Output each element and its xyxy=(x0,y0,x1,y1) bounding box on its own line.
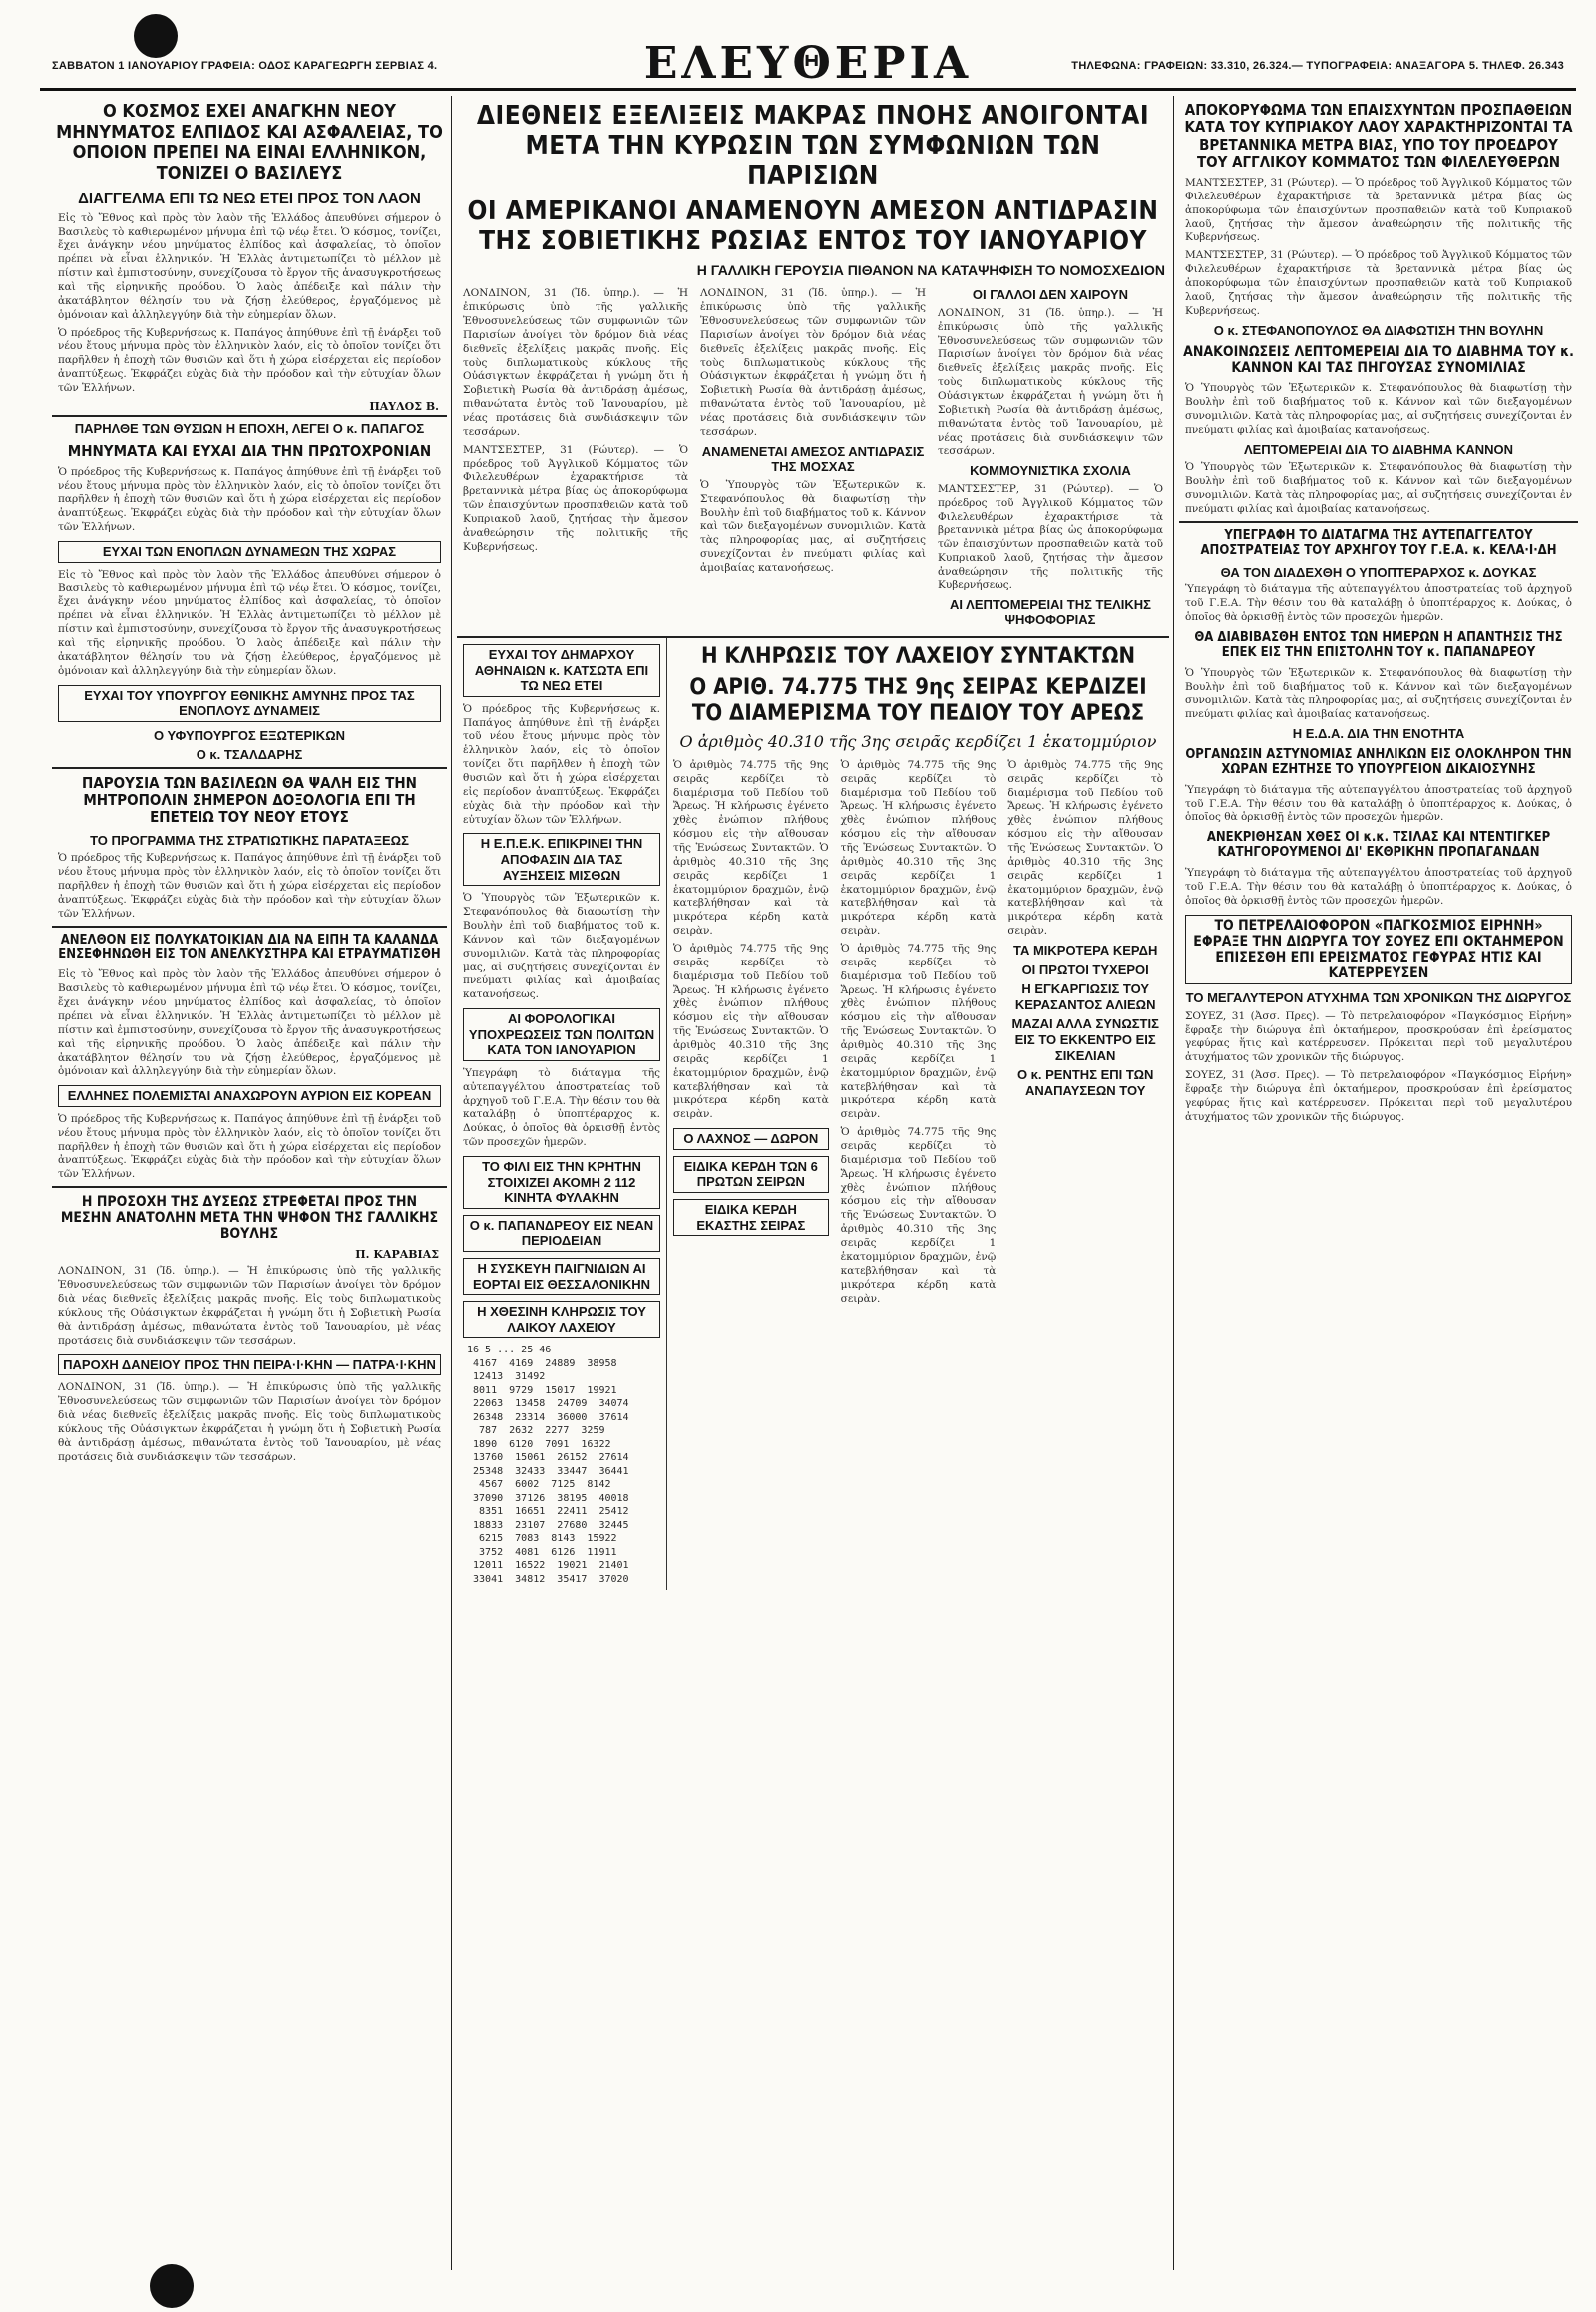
main-story-body: ΛΟΝΔΙΝΟΝ, 31 (Ἰδ. ὑπηρ.). — Ἡ ἐπικύρωσις ὑπὸ τῆς γαλλικῆς Ἐθνοσυνελεύσεως τῶν συμφωνιῶν τῶν Παρισίων ἀνοίγει τὸν δρόμον διὰ νέας διεθνεῖς ἐξελίξεις μακρᾶς πνοῆς. Εἰς τοὺς διπλωματικοὺς κύκλους τῆς Οὐάσιγκτων ἐκφράζεται ἡ γνώμη ὅτι ἡ Σοβιετικὴ Ρωσία θὰ ἀντιδράσῃ ἀμέσως, πιθανώτατα ἐντὸς τοῦ Ἰανουαρίου, μὲ νέας προτάσεις διὰ συνδιάσκεψιν τῶν τεσσάρων. xyxy=(463,287,688,438)
sidebar-boxes xyxy=(457,638,667,1590)
mayor-wishes-box: ΕΥΧΑΙ ΤΟΥ ΔΗΜΑΡΧΟΥ ΑΘΗΝΑΙΩΝ κ. ΚΑΤΣΩΤΑ ΕΠΙ ΤΩ ΝΕΩ ΕΤΕΙ xyxy=(463,644,660,697)
lottery-headline-1: Η ΚΛΗΡΩΣΙΣ ΤΟΥ ΛΑΧΕΙΟΥ ΣΥΝΤΑΚΤΩΝ xyxy=(700,643,1136,669)
lottery-col-c xyxy=(1001,755,1169,1311)
column-rule xyxy=(451,96,452,2270)
cannon-details-kicker: ΛΕΠΤΟΜΕΡΕΙΑΙ ΔΙΑ ΤΟ ΔΙΑΒΗΜΑ ΚΑΝΝΟΝ xyxy=(1243,441,1514,457)
lead-body: Εἰς τὸ Ἔθνος καὶ πρὸς τὸν λαὸν τῆς Ἑλλάδος ἀπευθύνει σήμερον ὁ Βασιλεὺς τὸ καθιερωμένον μήνυμα ἐπὶ τῷ νέῳ ἔτει. Ὁ κόσμος, τονίζει, ἔχει ἀνάγκην νέου μηνύματος ἐλπίδος καὶ ἀσφαλείας, τὸ ὁποῖον πρέπει νὰ εἶναι ἑλληνικόν. Ἡ Ἑλλὰς ἀντιμετωπίζει τὸ μέλλον μὲ πίστιν καὶ ἐμπιστοσύνην, συνεχίζουσα τὸ ἔργον τῆς ἀνασυγκροτήσεως καὶ τῆς εἰρηνικῆς προόδου. Ὁ λαὸς ἀπέδειξε καὶ πάλιν τὴν ἀκατάβλητον θέλησίν του νὰ ζήσῃ ἐλεύθερος, ἐργαζόμενος μὲ ὁμόνοιαν καὶ ἀλληλεγγύην διὰ τὴν εὐημερίαν ὅλων. xyxy=(58,211,441,321)
defence-minister-box: ΕΥΧΑΙ ΤΟΥ ΥΠΟΥΡΓΟΥ ΕΘΝΙΚΗΣ ΑΜΥΝΗΣ ΠΡΟΣ ΤΑΣ ΕΝΟΠΛΟΥΣ ΔΥΝΑΜΕΙΣ xyxy=(58,685,441,722)
papandreou-tour-box: Ο κ. ΠΑΠΑΝΔΡΕΟΥ ΕΙΣ ΝΕΑΝ ΠΕΡΙΟΔΕΙΑΝ xyxy=(463,1215,660,1252)
lottery-col-a xyxy=(667,755,835,1311)
papagos-headline: ΜΗΝΥΜΑΤΑ ΚΑΙ ΕΥΧΑΙ ΔΙΑ ΤΗΝ ΠΡΩΤΟΧΡΟΝΙΑΝ xyxy=(67,441,432,460)
section-rule xyxy=(1179,521,1578,523)
column-rule xyxy=(1173,96,1174,2270)
lead-signature: ΠΑΥΛΟΣ Β. xyxy=(369,399,439,413)
lottery-body-b2: Ὁ ἀριθμὸς 74.775 τῆς 9ης σειρᾶς κερδίζει τὸ διαμέρισμα τοῦ Πεδίου τοῦ Ἄρεως. Ἡ κλήρωσις ἐγένετο χθὲς ἐνώπιον πλήθους κόσμου εἰς τὴν αἴθουσαν τῆς Ἑνώσεως Συντακτῶν. Ὁ ἀριθμὸς 40.310 τῆς 3ης σειρᾶς κερδίζει 1 ἑκατομμύριον δραχμῶν, ἐνῷ κατεβλήθησαν καὶ τὰ μικρότερα κέρδη κατὰ σειρὰν. xyxy=(840,943,997,1121)
deputy-fm-head: Ο ΥΦΥΠΟΥΡΓΟΣ ΕΞΩΤΕΡΙΚΩΝ xyxy=(153,727,346,743)
gauls-subhead: ΟΙ ΓΑΛΛΟΙ ΔΕΝ ΧΑΙΡΟΥΝ xyxy=(972,287,1129,303)
elevator-accident-body: Εἰς τὸ Ἔθνος καὶ πρὸς τὸν λαὸν τῆς Ἑλλάδος ἀπευθύνει σήμερον ὁ Βασιλεὺς τὸ καθιερωμένον μήνυμα ἐπὶ τῷ νέῳ ἔτει. Ὁ κόσμος, τονίζει, ἔχει ἀνάγκην νέου μηνύματος ἐλπίδος καὶ ἀσφαλείας, τὸ ὁποῖον πρέπει νὰ εἶναι ἑλληνικόν. Ἡ Ἑλλὰς ἀντιμετωπίζει τὸ μέλλον μὲ πίστιν καὶ ἐμπιστοσύνην, συνεχίζουσα τὸ ἔργον τῆς ἀνασυγκροτήσεως καὶ τῆς εἰρηνικῆς προόδου. Ὁ λαὸς ἀπέδειξε καὶ πάλιν τὴν ἀκατάβλητον θέλησίν του νὰ ζήσῃ ἐλεύθερος, ἐργαζόμενος μὲ ὁμόνοιαν καὶ ἀλληλεγγύην διὰ τὴν εὐημερίαν ὅλων. xyxy=(58,968,441,1078)
rentis-subhead: Ο κ. ΡΕΝΤΗΣ ΕΠΙ ΤΩΝ ΑΝΑΠΑΥΣΕΩΝ ΤΟΥ xyxy=(1016,1067,1154,1098)
cannon-details-body: Ὁ Ὑπουργὸς τῶν Ἐξωτερικῶν κ. Στεφανόπουλος θὰ διαφωτίσῃ τὴν Βουλὴν ἐπὶ τοῦ διαβήματος τοῦ κ. Κάννον καὶ τῶν διεξαγομένων συνομιλιῶν. Κατὰ τὰς πληροφορίας μας, αἱ συζητήσεις συνεχίζονται ἐν πνεύματι φιλίας καὶ ἀμοιβαίας κατανοήσεως. xyxy=(1185,461,1572,515)
elevator-accident-headline: ΑΝΕΛΘΟΝ ΕΙΣ ΠΟΛΥΚΑΤΟΙΚΙΑΝ ΔΙΑ ΝΑ ΕΙΠΗ ΤΑ ΚΑΛΑΝΔΑ ΕΝΣΕΦΗΝΩΘΗ ΕΙΣ ΤΟΝ ΑΝΕΛΚΥΣΤΗΡΑ ΚΑΙ ΕΤΡΑΥΜΑΤΙΣΘΗ xyxy=(58,932,441,963)
suez-tanker-headline: ΤΟ ΠΕΤΡΕΛΑΙΟΦΟΡΟΝ «ΠΑΓΚΟΣΜΙΟΣ ΕΙΡΗΝΗ» ΕΦΡΑΞΕ ΤΗΝ ΔΙΩΡΥΓΑ ΤΟΥ ΣΟΥΕΖ ΕΠΙ ΟΚΤΑΗΜΕΡΟΝ ΕΠΙΣΕΣΘΗ ΕΠΙ ΕΡΕΙΣΜΑΤΟΣ ΓΕΦΥΡΑΣ ΗΤΙΣ ΚΑΙ ΚΑΤΕΡΡΕΥΣΕΝ xyxy=(1185,915,1572,984)
lead-body-continued: Ὁ πρόεδρος τῆς Κυβερνήσεως κ. Παπάγος ἀπηύθυνε ἐπὶ τῇ ἐνάρξει τοῦ νέου ἔτους μήνυμα πρὸς τὸν ἑλληνικὸν λαόν, εἰς τὸ ὁποῖον τονίζει ὅτι παρῆλθεν ἡ ἐποχὴ τῶν θυσιῶν καὶ ὅτι ἡ χώρα εἰσέρχεται εἰς περίοδον ἀναπτύξεως. Ἐκφράζει εὐχὰς διὰ τὴν πρόοδον καὶ τὴν εὐτυχίαν ὅλων τῶν Ἑλλήνων. xyxy=(58,326,441,395)
popular-lottery-box: Η ΧΘΕΣΙΝΗ ΚΛΗΡΩΣΙΣ ΤΟΥ ΛΑΙΚΟΥ ΛΑΧΕΙΟΥ xyxy=(463,1301,660,1338)
lottery-italic-line: Ο ἀριθμὸς 40.310 τῆς 3ης σειρᾶς κερδίζει 1 ἑκατομμύριον xyxy=(679,731,1157,751)
first-winners-subhead: ΟΙ ΠΡΩΤΟΙ ΤΥΧΕΡΟΙ xyxy=(1021,962,1149,977)
cannon-body: Ὁ Ὑπουργὸς τῶν Ἐξωτερικῶν κ. Στεφανόπουλος θὰ διαφωτίσῃ τὴν Βουλὴν ἐπὶ τοῦ διαβήματος τοῦ κ. Κάννον καὶ τῶν διεξαγομένων συνομιλιῶν. Κατὰ τὰς πληροφορίας μας, αἱ συζητήσεις συνεχίζονται ἐν πνεύματι φιλίας καὶ ἀμοιβαίας κατανοήσεως. xyxy=(1185,382,1572,436)
air-chief-sub: ΘΑ ΤΟΝ ΔΙΑΔΕΧΘΗ Ο ΥΠΟΠΤΕΡΑΡΧΟΣ κ. ΔΟΥΚΑΣ xyxy=(1220,564,1537,579)
smaller-prizes-subhead: ΤΑ ΜΙΚΡΟΤΕΡΑ ΚΕΡΔΗ xyxy=(1012,943,1158,959)
kings-doxology-body: Ὁ πρόεδρος τῆς Κυβερνήσεως κ. Παπάγος ἀπηύθυνε ἐπὶ τῇ ἐνάρξει τοῦ νέου ἔτους μήνυμα πρὸς τὸν ἑλληνικὸν λαόν, εἰς τὸ ὁποῖον τονίζει ὅτι παρῆλθεν ἡ ἐποχὴ τῶν θυσιῶν καὶ ὅτι ἡ χώρα εἰσέρχεται εἰς περίοδον ἀναπτύξεως. Ἐκφράζει εὐχὰς διὰ τὴν πρόοδον καὶ τὴν εὐτυχίαν ὅλων τῶν Ἑλλήνων. xyxy=(58,852,441,920)
sicily-subhead: ΜΑΖΑΙ ΑΛΛΑ ΣΥΝΩΣΤΙΣ ΕΙΣ ΤΟ ΕΚΚΕΝΤΡΟ ΕΙΣ ΣΙΚΕΛΙΑΝ xyxy=(1011,1016,1159,1063)
papagos-body: Ὁ πρόεδρος τῆς Κυβερνήσεως κ. Παπάγος ἀπηύθυνε ἐπὶ τῇ ἐνάρξει τοῦ νέου ἔτους μήνυμα πρὸς τὸν ἑλληνικὸν λαόν, εἰς τὸ ὁποῖον τονίζει ὅτι παρῆλθεν ἡ ἐποχὴ τῶν θυσιῶν καὶ ὅτι ἡ χώρα εἰσέρχεται εἰς περίοδον ἀναπτύξεως. Ἐκφράζει εὐχὰς διὰ τὴν πρόοδον καὶ τὴν εὐτυχίαν ὅλων τῶν Ἑλλήνων. xyxy=(58,465,441,534)
series-prizes-box: ΕΙΔΙΚΑ ΚΕΡΔΗ ΕΚΑΣΤΗΣ ΣΕΙΡΑΣ xyxy=(673,1199,829,1236)
main-headline-1: ΔΙΕΘΝΕΙΣ ΕΞΕΛΙΞΕΙΣ ΜΑΚΡΑΣ ΠΝΟΗΣ ΑΝΟΙΓΟΝΤΑΙ ΜΕΤΑ ΤΗΝ ΚΥΡΩΣΙΝ ΤΩΝ ΣΥΜΦΩΝΙΩΝ ΤΩΝ ΠΑΡΙΣΙΩΝ xyxy=(476,101,1150,191)
suez-tanker-sub: ΤΟ ΜΕΓΑΛΥΤΕΡΟΝ ΑΤΥΧΗΜΑ ΤΩΝ ΧΡΟΝΙΚΩΝ ΤΗΣ ΔΙΩΡΥΓΟΣ xyxy=(1185,990,1572,1006)
lottery-number-table: 16 5 ... 25 46 4167 4169 24889 38958 12413 31492 8011 9729 15017 19921 22063 13458 24709 34074 26348 23314 36000 37614 787 2632 2277 3259 1890 6120 7091 16322 13760 15061 26152 27614 25348 32433 33447 36441 4567 6002 7125 8142 37090 37126 38195 40018 8351 16651 22411 25412 18833 23107 27680 32445 6215 7083 8143 15922 3752 4081 6126 11911 12011 16522 19021 21401 33041 34812 35417 37020 xyxy=(467,1345,629,1585)
binder-hole xyxy=(150,2264,194,2308)
lachnos-box: Ο ΛΑΧΝΟΣ — ΔΩΡΟΝ xyxy=(673,1128,829,1150)
military-parade-sub: ΤΟ ΠΡΟΓΡΑΜΜΑ ΤΗΣ ΣΤΡΑΤΙΩΤΙΚΗΣ ΠΑΡΑΤΑΞΕΩΣ xyxy=(90,832,409,848)
suez-tanker-body-2: ΣΟΥΕΖ, 31 (Ἀσσ. Πρες). — Τὸ πετρελαιοφόρον «Παγκόσμιος Εἰρήνη» ἔφραξε τὴν διώρυγα ἐπὶ ὀκταήμερον, προσκρούσαν ἐπὶ ἐρείσματος γεφύρας ἥτις καὶ κατέρρευσεν. Πρόκειται περὶ τοῦ μεγαλυτέρου ἀτυχήματος τῶν χρονικῶν τῆς διώρυγος. xyxy=(1185,1069,1572,1123)
lottery-body-b3: Ὁ ἀριθμὸς 74.775 τῆς 9ης σειρᾶς κερδίζει τὸ διαμέρισμα τοῦ Πεδίου τοῦ Ἄρεως. Ἡ κλήρωσις ἐγένετο χθὲς ἐνώπιον πλήθους κόσμου εἰς τὴν αἴθουσαν τῆς Ἑνώσεως Συντακτῶν. Ὁ ἀριθμὸς 40.310 τῆς 3ης σειρᾶς κερδίζει 1 ἑκατομμύριον δραχμῶν, ἐνῷ κατεβλήθησαν καὶ τὰ μικρότερα κέρδη κατὰ σειρὰν. xyxy=(840,1126,997,1305)
eda-unity-sub: Η Ε.Δ.Α. ΔΙΑ ΤΗΝ ΕΝΟΤΗΤΑ xyxy=(1292,726,1465,742)
gauls-body: ΛΟΝΔΙΝΟΝ, 31 (Ἰδ. ὑπηρ.). — Ἡ ἐπικύρωσις ὑπὸ τῆς γαλλικῆς Ἐθνοσυνελεύσεως τῶν συμφωνιῶν τῶν Παρισίων ἀνοίγει τὸν δρόμον διὰ νέας διεθνεῖς ἐξελίξεις μακρᾶς πνοῆς. Εἰς τοὺς διπλωματικοὺς κύκλους τῆς Οὐάσιγκτων ἐκφράζεται ἡ γνώμη ὅτι ἡ Σοβιετικὴ Ρωσία θὰ ἀντιδράσῃ ἀμέσως, πιθανώτατα ἐντὸς τοῦ Ἰανουαρίου, μὲ νέας προτάσεις διὰ συνδιάσκεψιν τῶν τεσσάρων. xyxy=(938,306,1163,458)
lottery-body-c: Ὁ ἀριθμὸς 74.775 τῆς 9ης σειρᾶς κερδίζει τὸ διαμέρισμα τοῦ Πεδίου τοῦ Ἄρεως. Ἡ κλήρωσις ἐγένετο χθὲς ἐνώπιον πλήθους κόσμου εἰς τὴν αἴθουσαν τῆς Ἑνώσεως Συντακτῶν. Ὁ ἀριθμὸς 40.310 τῆς 3ης σειρᾶς κερδίζει 1 ἑκατομμύριον δραχμῶν, ἐνῷ κατεβλήθησαν καὶ τὰ μικρότερα κέρδη κατὰ σειρὰν. xyxy=(1007,758,1164,938)
main-story-col-b xyxy=(694,283,932,632)
lottery-headline-2: Ο ΑΡΙΘ. 74.775 ΤΗΣ 9ης ΣΕΙΡΑΣ ΚΕΡΔΙΖΕΙ ΤΟ ΔΙΑΜΕΡΙΣΜΑ ΤΟΥ ΠΕΔΙΟΥ ΤΟΥ ΑΡΕΩΣ xyxy=(689,675,1147,726)
loan-headline: ΠΑΡΟΧΗ ΔΑΝΕΙΟΥ ΠΡΟΣ ΤΗΝ ΠΕΙΡΑ·Ι·ΚΗΝ — ΠΑΤΡΑ·Ι·ΚΗΝ xyxy=(58,1354,441,1376)
air-chief-headline: ΥΠΕΓΡΑΦΗ ΤΟ ΔΙΑΤΑΓΜΑ ΤΗΣ ΑΥΤΕΠΑΓΓΕΛΤΟΥ ΑΠΟΣΤΡΑΤΕΙΑΣ ΤΟΥ ΑΡΧΗΓΟΥ ΤΟΥ Γ.Ε.Α. κ. ΚΕΛΑ·Ι·ΔΗ xyxy=(1200,527,1557,558)
lead-headline: Ο ΚΟΣΜΟΣ ΕΧΕΙ ΑΝΑΓΚΗΝ ΝΕΟΥ ΜΗΝΥΜΑΤΟΣ ΕΛΠΙΔΟΣ ΚΑΙ ΑΣΦΑΛΕΙΑΣ, ΤΟ ΟΠΟΙΟΝ ΠΡΕΠΕΙ ΝΑ ΕΙΝΑΙ ΕΛΛΗΝΙΚΟΝ, ΤΟΝΙΖΕΙ Ο ΒΑΣΙΛΕΥΣ xyxy=(56,101,443,185)
middle-east-signature: Π. ΚΑΡΑΒΙΑΣ xyxy=(355,1248,439,1262)
middle-east-body: ΛΟΝΔΙΝΟΝ, 31 (Ἰδ. ὑπηρ.). — Ἡ ἐπικύρωσις ὑπὸ τῆς γαλλικῆς Ἐθνοσυνελεύσεως τῶν συμφωνιῶν τῶν Παρισίων ἀνοίγει τὸν δρόμον διὰ νέας διεθνεῖς ἐξελίξεις μακρᾶς πνοῆς. Εἰς τοὺς διπλωματικοὺς κύκλους τῆς Οὐάσιγκτων ἐκφράζεται ἡ γνώμη ὅτι ἡ Σοβιετικὴ Ρωσία θὰ ἀντιδράσῃ ἀμέσως, πιθανώτατα ἐντὸς τοῦ Ἰανουαρίου, μὲ νέας προτάσεις διὰ συνδιάσκεψιν τῶν τεσσάρων. xyxy=(58,1265,441,1347)
communist-body: ΜΑΝΤΣΕΣΤΕΡ, 31 (Ρώυτερ). — Ὁ πρόεδρος τοῦ Ἀγγλικοῦ Κόμματος τῶν Φιλελευθέρων ἐχαρακτήρισε τὰ βρεταννικὰ μέτρα βίας ὡς ἀποκορύφωμα τῶν ἐπαισχύντων προσπαθειῶν κατὰ τοῦ Κυπριακοῦ λαοῦ, ζητήσας τὴν ἄμεσον ἀναθεώρησιν τῆς πολιτικῆς τῆς Κυβερνήσεως. xyxy=(938,482,1163,591)
loan-body: ΛΟΝΔΙΝΟΝ, 31 (Ἰδ. ὑπηρ.). — Ἡ ἐπικύρωσις ὑπὸ τῆς γαλλικῆς Ἐθνοσυνελεύσεως τῶν συμφωνιῶν τῶν Παρισίων ἀνοίγει τὸν δρόμον διὰ νέας διεθνεῖς ἐξελίξεις μακρᾶς πνοῆς. Εἰς τοὺς διπλωματικοὺς κύκλους τῆς Οὐάσιγκτων ἐκφράζεται ἡ γνώμη ὅτι ἡ Σοβιετικὴ Ρωσία θὰ ἀντιδράσῃ ἀμέσως, πιθανώτατα ἐντὸς τοῦ Ἰανουαρίου, μὲ νέας προτάσεις διὰ συνδιάσκεψιν τῶν τεσσάρων. xyxy=(58,1381,441,1463)
korea-fighters-body: Ὁ πρόεδρος τῆς Κυβερνήσεως κ. Παπάγος ἀπηύθυνε ἐπὶ τῇ ἐνάρξει τοῦ νέου ἔτους μήνυμα πρὸς τὸν ἑλληνικὸν λαόν, εἰς τὸ ὁποῖον τονίζει ὅτι παρῆλθεν ἡ ἐποχὴ τῶν θυσιῶν καὶ ὅτι ἡ χώρα εἰσέρχεται εἰς περίοδον ἀναπτύξεως. Ἐκφράζει εὐχὰς διὰ τὴν πρόοδον καὶ τὴν εὐτυχίαν ὅλων τῶν Ἑλλήνων. xyxy=(58,1112,441,1181)
center-column xyxy=(457,96,1169,2280)
tsaldaris-head: Ο κ. ΤΣΑΛΔΑΡΗΣ xyxy=(196,747,303,763)
right-column xyxy=(1179,96,1578,2280)
korea-fighters-headline: ΕΛΛΗΝΕΣ ΠΟΛΕΜΙΣΤΑΙ ΑΝΑΧΩΡΟΥΝ ΑΥΡΙΟΝ ΕΙΣ ΚΟΡΕΑΝ xyxy=(58,1085,441,1107)
tax-obligations-box: ΑΙ ΦΟΡΟΛΟΓΙΚΑΙ ΥΠΟΧΡΕΩΣΕΙΣ ΤΩΝ ΠΟΛΙΤΩΝ ΚΑΤΑ ΤΟΝ ΙΑΝΟΥΑΡΙΟΝ xyxy=(463,1008,660,1061)
section-rule xyxy=(52,767,447,769)
newspaper-title: ΕΛΕΥΘΕΡΙΑ xyxy=(643,38,973,89)
section-rule xyxy=(52,1186,447,1188)
section-rule xyxy=(52,415,447,417)
reaction-body: Ὁ Ὑπουργὸς τῶν Ἐξωτερικῶν κ. Στεφανόπουλος θὰ διαφωτίσῃ τὴν Βουλὴν ἐπὶ τοῦ διαβήματος τοῦ κ. Κάννον καὶ τῶν διεξαγομένων συνομιλιῶν. Κατὰ τὰς πληροφορίας μας, αἱ συζητήσεις συνεχίζονται ἐν πνεύματι φιλίας καὶ ἀμοιβαίας κατανοήσεως. xyxy=(700,478,926,575)
tax-obligations-body: Ὑπεγράφη τὸ διάταγμα τῆς αὐτεπαγγέλτου ἀποστρατείας τοῦ ἀρχηγοῦ τοῦ Γ.Ε.Α. Τὴν θέσιν του θὰ καταλάβῃ ὁ ὑποπτέραρχος κ. Δούκας, ὁ ὁποῖος θὰ ὁρκισθῇ ἐντὸς τῶν προσεχῶν ἡμερῶν. xyxy=(463,1066,660,1149)
masthead-phones: ΤΗΛΕΦΩΝΑ: ΓΡΑΦΕΙΩΝ: 33.310, 26.324.— ΤΥΠΟΓΡΑΦΕΙΑ: ΑΝΑΞΑΓΟΡΑ 5. ΤΗΛΕΦ. 26.343 xyxy=(1071,60,1564,72)
lottery-body-a: Ὁ ἀριθμὸς 74.775 τῆς 9ης σειρᾶς κερδίζει τὸ διαμέρισμα τοῦ Πεδίου τοῦ Ἄρεως. Ἡ κλήρωσις ἐγένετο χθὲς ἐνώπιον πλήθους κόσμου εἰς τὴν αἴθουσαν τῆς Ἑνώσεως Συντακτῶν. Ὁ ἀριθμὸς 40.310 τῆς 3ης σειρᾶς κερδίζει 1 ἑκατομμύριον δραχμῶν, ἐνῷ κατεβλήθησαν καὶ τὰ μικρότερα κέρδη κατὰ σειρὰν. xyxy=(673,758,829,938)
cyprus-body: ΜΑΝΤΣΕΣΤΕΡ, 31 (Ρώυτερ). — Ὁ πρόεδρος τοῦ Ἀγγλικοῦ Κόμματος τῶν Φιλελευθέρων ἐχαρακτήρισε τὰ βρεταννικὰ μέτρα βίας ὡς ἀποκορύφωμα τῶν ἐπαισχύντων προσπαθειῶν κατὰ τοῦ Κυπριακοῦ λαοῦ, ζητήσας τὴν ἄμεσον ἀναθεώρησιν τῆς πολιτικῆς τῆς Κυβερνήσεως. xyxy=(1185,177,1572,244)
lottery-col-b xyxy=(835,755,1002,1311)
epek-box: Η Ε.Π.Ε.Κ. ΕΠΙΚΡΙΝΕΙ ΤΗΝ ΑΠΟΦΑΣΙΝ ΔΙΑ ΤΑΣ ΑΥΞΗΣΕΙΣ ΜΙΣΘΩΝ xyxy=(463,833,660,886)
communist-subhead: ΚΟΜΜΟΥΝΙΣΤΙΚΑ ΣΧΟΛΙΑ xyxy=(970,463,1131,479)
special-prizes-box: ΕΙΔΙΚΑ ΚΕΡΔΗ ΤΩΝ 6 ΠΡΩΤΩΝ ΣΕΙΡΩΝ xyxy=(673,1156,829,1193)
epek-reply-body: Ὁ Ὑπουργὸς τῶν Ἐξωτερικῶν κ. Στεφανόπουλος θὰ διαφωτίσῃ τὴν Βουλὴν ἐπὶ τοῦ διαβήματος τοῦ κ. Κάννον καὶ τῶν διεξαγομένων συνομιλιῶν. Κατὰ τὰς πληροφορίας μας, αἱ συζητήσεις συνεχίζονται ἐν πνεύματι φιλίας καὶ ἀμοιβαίας κατανοήσεως. xyxy=(1185,666,1572,721)
kings-doxology-headline: ΠΑΡΟΥΣΙΑ ΤΩΝ ΒΑΣΙΛΕΩΝ ΘΑ ΨΑΛΗ ΕΙΣ ΤΗΝ ΜΗΤΡΟΠΟΛΙΝ ΣΗΜΕΡΟΝ ΔΟΞΟΛΟΓΙΑ ΕΠΙ ΤΗ ΕΠΕΤΕΙΩ ΤΟΥ ΝΕΟΥ ΕΤΟΥΣ xyxy=(82,773,417,827)
cannon-headline: ΑΝΑΚΟΙΝΩΣΕΙΣ ΛΕΠΤΟΜΕΡΕΙΑΙ ΔΙΑ ΤΟ ΔΙΑΒΗΜΑ ΤΟΥ κ. ΚΑΝΝΟΝ ΚΑΙ ΤΑΣ ΠΗΓΟΥΣΑΣ ΣΥΝΟΜΙΛΙΑΣ xyxy=(1183,344,1574,377)
juvenile-police-body: Ὑπεγράφη τὸ διάταγμα τῆς αὐτεπαγγέλτου ἀποστρατείας τοῦ ἀρχηγοῦ τοῦ Γ.Ε.Α. Τὴν θέσιν του θὰ καταλάβῃ ὁ ὑποπτέραρχος κ. Δούκας, ὁ ὁποῖος θὰ ὁρκισθῇ ἐντὸς τῶν προσεχῶν ἡμερῶν. xyxy=(1185,783,1572,824)
main-story-body-2: ΜΑΝΤΣΕΣΤΕΡ, 31 (Ρώυτερ). — Ὁ πρόεδρος τοῦ Ἀγγλικοῦ Κόμματος τῶν Φιλελευθέρων ἐχαρακτήρισε τὰ βρεταννικὰ μέτρα βίας ὡς ἀποκορύφωμα τῶν ἐπαισχύντων προσπαθειῶν κατὰ τοῦ Κυπριακοῦ λαοῦ, ζητήσας τὴν ἄμεσον ἀναθεώρησιν τῆς πολιτικῆς τῆς Κυβερνήσεως. xyxy=(463,443,688,553)
middle-east-headline: Η ΠΡΟΣΟΧΗ ΤΗΣ ΔΥΣΕΩΣ ΣΤΡΕΦΕΤΑΙ ΠΡΟΣ ΤΗΝ ΜΕΣΗΝ ΑΝΑΤΟΛΗΝ ΜΕΤΑ ΤΗΝ ΨΗΦΟΝ ΤΗΣ ΓΑΛΛΙΚΗΣ ΒΟΥΛΗΣ xyxy=(60,1194,439,1243)
left-column xyxy=(52,96,447,2280)
final-vote-subhead: ΑΙ ΛΕΠΤΟΜΕΡΕΙΑΙ ΤΗΣ ΤΕΛΙΚΗΣ ΨΗΦΟΦΟΡΙΑΣ xyxy=(950,596,1151,628)
armed-forces-box: ΕΥΧΑΙ ΤΩΝ ΕΝΟΠΛΩΝ ΔΥΝΑΜΕΩΝ ΤΗΣ ΧΩΡΑΣ xyxy=(58,541,441,563)
main-subheadline: Η ΓΑΛΛΙΚΗ ΓΕΡΟΥΣΙΑ ΠΙΘΑΝΟΝ ΝΑ ΚΑΤΑΨΗΦΙΣΗ ΤΟ ΝΟΜΟΣΧΕΔΙΟΝ xyxy=(696,262,1165,279)
lead-subheadline: ΔΙΑΓΓΕΛΜΑ ΕΠΙ ΤΩ ΝΕΩ ΕΤΕΙ ΠΡΟΣ ΤΟΝ ΛΑΟΝ xyxy=(78,190,421,207)
epek-reply-headline: ΘΑ ΔΙΑΒΙΒΑΣΘΗ ΕΝΤΟΣ ΤΩΝ ΗΜΕΡΩΝ Η ΑΠΑΝΤΗΣΙΣ ΤΗΣ ΕΠΕΚ ΕΙΣ ΤΗΝ ΕΠΙΣΤΟΛΗΝ ΤΟΥ κ. ΠΑΠΑΝΔΡΕΟΥ xyxy=(1194,629,1563,660)
main-story-col-a xyxy=(457,283,694,632)
propaganda-trial-body: Ὑπεγράφη τὸ διάταγμα τῆς αὐτεπαγγέλτου ἀποστρατείας τοῦ ἀρχηγοῦ τοῦ Γ.Ε.Α. Τὴν θέσιν του θὰ καταλάβῃ ὁ ὑποπτέραρχος κ. Δούκας, ὁ ὁποῖος θὰ ὁρκισθῇ ἐντὸς τῶν προσεχῶν ἡμερῶν. xyxy=(1185,867,1572,907)
propaganda-trial-headline: ΑΝΕΚΡΙΘΗΣΑΝ ΧΘΕΣ ΟΙ κ.κ. ΤΣΙΛΑΣ ΚΑΙ ΝΤΕΝΤΙΓΚΕΡ ΚΑΤΗΓΟΡΟΥΜΕΝΟΙ ΔΙ' ΕΚΘΡΙΚΗΝ ΠΡΟΠΑΓΑΝΔΑΝ xyxy=(1206,830,1551,861)
papagos-kicker: ΠΑΡΗΛΘΕ ΤΩΝ ΘΥΣΙΩΝ Η ΕΠΟΧΗ, ΛΕΓΕΙ Ο κ. ΠΑΠΑΓΟΣ xyxy=(74,420,425,436)
stefanopoulos-kicker: Ο κ. ΣΤΕΦΑΝΟΠΟΥΛΟΣ ΘΑ ΔΙΑΦΩΤΙΣΗ ΤΗΝ ΒΟΥΛΗΝ xyxy=(1213,322,1544,338)
cyprus-body-2: ΜΑΝΤΣΕΣΤΕΡ, 31 (Ρώυτερ). — Ὁ πρόεδρος τοῦ Ἀγγλικοῦ Κόμματος τῶν Φιλελευθέρων ἐχαρακτήρισε τὰ βρεταννικὰ μέτρα βίας ὡς ἀποκορύφωμα τῶν ἐπαισχύντων προσπαθειῶν κατὰ τοῦ Κυπριακοῦ λαοῦ, ζητήσας τὴν ἄμεσον ἀναθεώρησιν τῆς πολιτικῆς τῆς Κυβερνήσεως. xyxy=(1185,249,1572,317)
masthead-date-address: ΣΑΒΒΑΤΟΝ 1 ΙΑΝΟΥΑΡΙΟΥ ΓΡΑΦΕΙΑ: ΟΔΟΣ ΚΑΡΑΓΕΩΡΓΗ ΣΕΡΒΙΑΣ 4. xyxy=(52,60,438,72)
main-headline-2: ΟΙ ΑΜΕΡΙΚΑΝΟΙ ΑΝΑΜΕΝΟΥΝ ΑΜΕΣΟΝ ΑΝΤΙΔΡΑΣΙΝ ΤΗΣ ΣΟΒΙΕΤΙΚΗΣ ΡΩΣΙΑΣ ΕΝΤΟΣ ΤΟΥ ΙΑΝΟΥΑΡΙΟΥ xyxy=(467,195,1159,256)
binder-hole xyxy=(134,14,178,58)
suez-tanker-body: ΣΟΥΕΖ, 31 (Ἀσσ. Πρες). — Τὸ πετρελαιοφόρον «Παγκόσμιος Εἰρήνη» ἔφραξε τὴν διώρυγα ἐπὶ ὀκταήμερον, προσκρούσαν ἐπὶ ἐρείσματος γεφύρας ἥτις καὶ κατέρρευσεν. Πρόκειται περὶ τοῦ μεγαλυτέρου ἀτυχήματος τῶν χρονικῶν τῆς διώρυγος. xyxy=(1185,1009,1572,1064)
lottery-columns xyxy=(667,755,1169,1311)
lottery-main xyxy=(667,638,1169,1590)
mayor-wishes-body: Ὁ πρόεδρος τῆς Κυβερνήσεως κ. Παπάγος ἀπηύθυνε ἐπὶ τῇ ἐνάρξει τοῦ νέου ἔτους μήνυμα πρὸς τὸν ἑλληνικὸν λαόν, εἰς τὸ ὁποῖον τονίζει ὅτι παρῆλθεν ἡ ἐποχὴ τῶν θυσιῶν καὶ ὅτι ἡ χώρα εἰσέρχεται εἰς περίοδον ἀναπτύξεως. Ἐκφράζει εὐχὰς διὰ τὴν πρόοδον καὶ τὴν εὐτυχίαν ὅλων τῶν Ἑλλήνων. xyxy=(463,702,660,826)
armed-forces-body: Εἰς τὸ Ἔθνος καὶ πρὸς τὸν λαὸν τῆς Ἑλλάδος ἀπευθύνει σήμερον ὁ Βασιλεὺς τὸ καθιερωμένον μήνυμα ἐπὶ τῷ νέῳ ἔτει. Ὁ κόσμος, τονίζει, ἔχει ἀνάγκην νέου μηνύματος ἐλπίδος καὶ ἀσφαλείας, τὸ ὁποῖον πρέπει νὰ εἶναι ἑλληνικόν. Ἡ Ἑλλὰς ἀντιμετωπίζει τὸ μέλλον μὲ πίστιν καὶ ἐμπιστοσύνην, συνεχίζουσα τὸ ἔργον τῆς ἀνασυγκροτήσεως καὶ τῆς εἰρηνικῆς προόδου. Ὁ λαὸς ἀπέδειξε καὶ πάλιν τὴν ἀκατάβλητον θέλησίν του νὰ ζήσῃ ἐλεύθερος, ἐργαζόμενος μὲ ὁμόνοιαν καὶ ἀλληλεγγύην διὰ τὴν εὐημερίαν ὅλων. xyxy=(58,568,441,677)
fishermen-subhead: Η ΕΓΚΑΡΓΙΩΣΙΣ ΤΟΥ ΚΕΡΑΣΑΝΤΟΣ ΑΛΙΕΩΝ xyxy=(1014,981,1156,1012)
main-story-body-3: ΛΟΝΔΙΝΟΝ, 31 (Ἰδ. ὑπηρ.). — Ἡ ἐπικύρωσις ὑπὸ τῆς γαλλικῆς Ἐθνοσυνελεύσεως τῶν συμφωνιῶν τῶν Παρισίων ἀνοίγει τὸν δρόμον διὰ νέας διεθνεῖς ἐξελίξεις μακρᾶς πνοῆς. Εἰς τοὺς διπλωματικοὺς κύκλους τῆς Οὐάσιγκτων ἐκφράζεται ἡ γνώμη ὅτι ἡ Σοβιετικὴ Ρωσία θὰ ἀντιδράσῃ ἀμέσως, πιθανώτατα ἐντὸς τοῦ Ἰανουαρίου, μὲ νέας προτάσεις διὰ συνδιάσκεψιν τῶν τεσσάρων. xyxy=(700,287,926,438)
lottery-section xyxy=(457,636,1169,1590)
thessaloniki-box: Η ΣΥΣΚΕΥΗ ΠΑΙΓΝΙΔΙΩΝ ΑΙ ΕΟΡΤΑΙ ΕΙΣ ΘΕΣΣΑΛΟΝΙΚΗΝ xyxy=(463,1258,660,1295)
main-story-col-c xyxy=(932,283,1169,632)
cyprus-headline: ΑΠΟΚΟΡΥΦΩΜΑ ΤΩΝ ΕΠΑΙΣΧΥΝΤΩΝ ΠΡΟΣΠΑΘΕΙΩΝ ΚΑΤΑ ΤΟΥ ΚΥΠΡΙΑΚΟΥ ΛΑΟΥ ΧΑΡΑΚΤΗΡΙΖΟΝΤΑΙ ΤΑ ΒΡΕΤΑΝΝΙΚΑ ΜΕΤΡΑ ΒΙΑΣ, ΥΠΟ ΤΟΥ ΠΡΟΕΔΡΟΥ ΤΟΥ ΑΓΓΛΙΚΟΥ ΚΟΜΜΑΤΟΣ ΤΩΝ ΦΙΛΕΛΕΥΘΕΡΩΝ xyxy=(1184,101,1573,171)
masthead xyxy=(40,38,1576,91)
reaction-subhead: ΑΝΑΜΕΝΕΤΑΙ ΑΜΕΣΟΣ ΑΝΤΙΔΡΑΣΙΣ ΤΗΣ ΜΟΣΧΑΣ xyxy=(701,443,925,475)
air-chief-body: Ὑπεγράφη τὸ διάταγμα τῆς αὐτεπαγγέλτου ἀποστρατείας τοῦ ἀρχηγοῦ τοῦ Γ.Ε.Α. Τὴν θέσιν του θὰ καταλάβῃ ὁ ὑποπτέραρχος κ. Δούκας, ὁ ὁποῖος θὰ ὁρκισθῇ ἐντὸς τῶν προσεχῶν ἡμερῶν. xyxy=(1185,583,1572,624)
main-story-columns xyxy=(457,283,1169,632)
crete-box: ΤΟ ΦΙΛΙ ΕΙΣ ΤΗΝ ΚΡΗΤΗΝ ΣΤΟΙΧΙΖΕΙ ΑΚΟΜΗ 2 112 ΚΙΝΗΤΑ ΦΥΛΑΚΗΝ xyxy=(463,1156,660,1209)
lottery-body-a2: Ὁ ἀριθμὸς 74.775 τῆς 9ης σειρᾶς κερδίζει τὸ διαμέρισμα τοῦ Πεδίου τοῦ Ἄρεως. Ἡ κλήρωσις ἐγένετο χθὲς ἐνώπιον πλήθους κόσμου εἰς τὴν αἴθουσαν τῆς Ἑνώσεως Συντακτῶν. Ὁ ἀριθμὸς 40.310 τῆς 3ης σειρᾶς κερδίζει 1 ἑκατομμύριον δραχμῶν, ἐνῷ κατεβλήθησαν καὶ τὰ μικρότερα κέρδη κατὰ σειρὰν. xyxy=(673,943,829,1121)
juvenile-police-headline: ΟΡΓΑΝΩΣΙΝ ΑΣΤΥΝΟΜΙΑΣ ΑΝΗΛΙΚΩΝ ΕΙΣ ΟΛΟΚΛΗΡΟΝ ΤΗΝ ΧΩΡΑΝ ΕΖΗΤΗΣΕ ΤΟ ΥΠΟΥΡΓΕΙΟΝ ΔΙΚΑΙΟΣΥΝΗΣ xyxy=(1185,746,1572,777)
lottery-body-b: Ὁ ἀριθμὸς 74.775 τῆς 9ης σειρᾶς κερδίζει τὸ διαμέρισμα τοῦ Πεδίου τοῦ Ἄρεως. Ἡ κλήρωσις ἐγένετο χθὲς ἐνώπιον πλήθους κόσμου εἰς τὴν αἴθουσαν τῆς Ἑνώσεως Συντακτῶν. Ὁ ἀριθμὸς 40.310 τῆς 3ης σειρᾶς κερδίζει 1 ἑκατομμύριον δραχμῶν, ἐνῷ κατεβλήθησαν καὶ τὰ μικρότερα κέρδη κατὰ σειρὰν. xyxy=(840,758,997,938)
section-rule xyxy=(52,926,447,928)
epek-body: Ὁ Ὑπουργὸς τῶν Ἐξωτερικῶν κ. Στεφανόπουλος θὰ διαφωτίσῃ τὴν Βουλὴν ἐπὶ τοῦ διαβήματος τοῦ κ. Κάννον καὶ τῶν διεξαγομένων συνομιλιῶν. Κατὰ τὰς πληροφορίας μας, αἱ συζητήσεις συνεχίζονται ἐν πνεύματι φιλίας καὶ ἀμοιβαίας κατανοήσεως. xyxy=(463,892,660,1001)
